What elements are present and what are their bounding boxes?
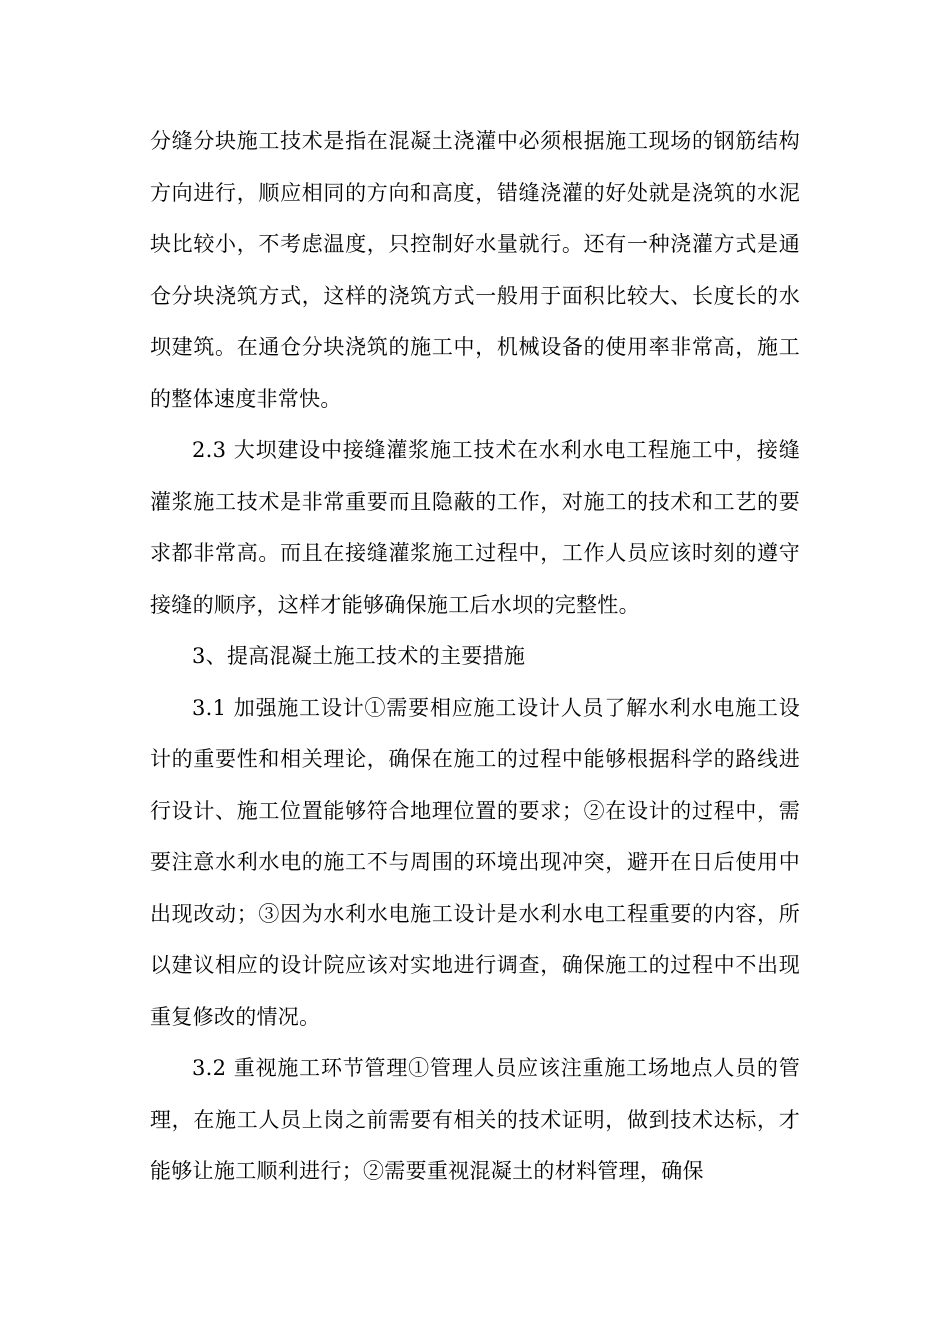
paragraph-3-1-design: 3.1 加强施工设计①需要相应施工设计人员了解水利水电施工设计的重要性和相关理论，确保在施工的过程中能够根据科学的路线进行设计、施工位置能够符合地理位置的要求；②在设计的过程中，需要注意水利水电的施工不与周围的环境出现冲突，避开在日后使用中出现改动；③因为水利水电施工设计是水利水电工程重要的内容，所以建议相应的设计院应该对实地进行调查，确保施工的过程中不出现重复修改的情况。 — [150, 695, 800, 1029]
paragraph-split-block-technique: 分缝分块施工技术是指在混凝土浇灌中必须根据施工现场的钢筋结构方向进行，顺应相同的方向和高度，错缝浇灌的好处就是浇筑的水泥块比较小，不考虑温度，只控制好水量就行。还有一种浇灌方式是通仓分块浇筑方式，这样的浇筑方式一般用于面积比较大、长度长的水坝建筑。在通仓分块浇筑的施工中，机械设备的使用率非常高，施工的整体速度非常快。 — [150, 129, 800, 411]
document-body — [150, 116, 800, 1198]
paragraph-3-2-management: 3.2 重视施工环节管理①管理人员应该注重施工场地点人员的管理，在施工人员上岗之前需要有相关的技术证明，做到技术达标，才能够让施工顺利进行；②需要重视混凝土的材料管理，确保 — [150, 1056, 800, 1183]
section-heading-3-measures: 3、提高混凝土施工技术的主要措施 — [192, 644, 526, 668]
paragraph-2-3-joint-grouting: 2.3 大坝建设中接缝灌浆施工技术在水利水电工程施工中，接缝灌浆施工技术是非常重要而且隐蔽的工作，对施工的技术和工艺的要求都非常高。而且在接缝灌浆施工过程中，工作人员应该时刻的遵守接缝的顺序，这样才能够确保施工后水坝的完整性。 — [150, 438, 800, 617]
